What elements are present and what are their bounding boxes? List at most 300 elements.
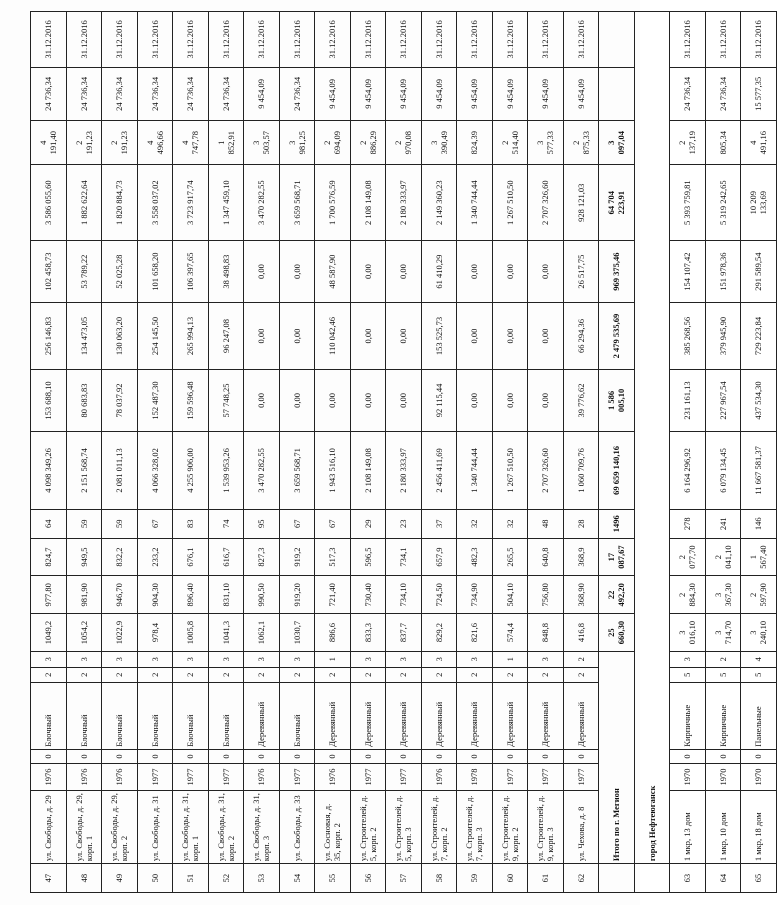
table-cell: 69 659 140,16: [599, 432, 635, 510]
table-cell: 61 410,29: [421, 240, 457, 302]
table-cell: 32: [457, 509, 493, 538]
table-cell: 2: [563, 651, 599, 667]
table-cell: 64 704 223,91: [599, 165, 635, 241]
table-cell: 231 161,13: [670, 369, 706, 431]
table-row: [279, 12, 315, 893]
table-cell: 31.12.2016: [741, 12, 777, 68]
table-cell: 24 736,34: [279, 67, 315, 120]
table-cell: 1970: [741, 764, 777, 791]
table-row: [705, 12, 741, 893]
table-cell: [634, 864, 670, 893]
table-cell: 2 041,10: [705, 538, 741, 576]
table-cell: 9 454,09: [528, 67, 564, 120]
table-cell: 152 487,30: [137, 369, 173, 431]
table-cell: 1977: [279, 764, 315, 791]
table-cell: 64: [705, 864, 741, 893]
table-cell: 265 994,13: [173, 303, 209, 370]
table-cell: Деревянный: [457, 683, 493, 750]
table-cell: 596,5: [350, 538, 386, 576]
table-cell: 24 736,34: [173, 67, 209, 120]
table-cell: 2 180 333,97: [386, 165, 422, 241]
table-cell: 0: [315, 749, 351, 763]
table-cell: 3: [102, 651, 138, 667]
table-cell: 49: [102, 864, 138, 893]
table-cell: 83: [173, 509, 209, 538]
table-cell: 1: [492, 651, 528, 667]
table-cell: 2: [563, 667, 599, 683]
table-cell: 51: [173, 864, 209, 893]
table-cell: 2: [173, 667, 209, 683]
table-cell: 3 558 037,02: [137, 165, 173, 241]
table-cell: 0: [563, 749, 599, 763]
table-cell: Блочный: [66, 683, 102, 750]
table-cell: 990,50: [244, 576, 280, 614]
table-cell: 1976: [315, 764, 351, 791]
table-cell: 106 397,65: [173, 240, 209, 302]
table-cell: 729 223,84: [741, 303, 777, 370]
table-cell: 1977: [208, 764, 244, 791]
table-cell: 256 146,83: [31, 303, 67, 370]
table-cell: 4 066 328,02: [137, 432, 173, 510]
table-cell: 57 748,25: [208, 369, 244, 431]
table-cell: 2: [705, 651, 741, 667]
table-cell: 3: [244, 651, 280, 667]
table-cell: 65: [741, 864, 777, 893]
table-cell: 31.12.2016: [528, 12, 564, 68]
table-cell: 1 340 744,44: [457, 165, 493, 241]
table-cell: 110 042,46: [315, 303, 351, 370]
table-cell: 3: [173, 651, 209, 667]
table-cell: 0,00: [492, 303, 528, 370]
table-row: [102, 12, 138, 893]
table-cell: 17 087,67: [599, 538, 635, 576]
table-cell: 1977: [173, 764, 209, 791]
table-cell: 4 191,40: [31, 121, 67, 165]
table-cell: 31.12.2016: [66, 12, 102, 68]
table-cell: 0,00: [457, 369, 493, 431]
table-cell: ул. Свободы, д. 29, корп. 2: [102, 790, 138, 863]
table-row: [386, 12, 422, 893]
table-cell: 482,3: [457, 538, 493, 576]
table-cell: 3: [350, 651, 386, 667]
table-cell: 2 970,08: [386, 121, 422, 165]
table-cell: 0: [208, 749, 244, 763]
table-cell: 2: [457, 667, 493, 683]
table-cell: 2 694,09: [315, 121, 351, 165]
table-cell: 31.12.2016: [31, 12, 67, 68]
table-cell: 57: [386, 864, 422, 893]
table-cell: ул. Строителей, д. 9, корп. 3: [528, 790, 564, 863]
table-cell: 2: [66, 667, 102, 683]
table-cell: 31.12.2016: [563, 12, 599, 68]
table-cell: 59: [102, 509, 138, 538]
table-cell: 730,40: [350, 576, 386, 614]
table-cell: 1 586 005,10: [599, 369, 635, 431]
table-cell: 9 454,09: [350, 67, 386, 120]
table-cell: 4 255 906,00: [173, 432, 209, 510]
table-cell: 26 517,75: [563, 240, 599, 302]
table-cell: ул. Свободы, д. 29: [31, 790, 67, 863]
table-cell: ул. Чехова, д. 8: [563, 790, 599, 863]
table-row: [457, 12, 493, 893]
table-cell: 928 121,03: [563, 165, 599, 241]
table-cell: 3: [279, 651, 315, 667]
table-cell: 1978: [457, 764, 493, 791]
table-cell: 80 683,83: [66, 369, 102, 431]
table-cell: 23: [386, 509, 422, 538]
table-row: [563, 12, 599, 893]
table-cell: Деревянный: [315, 683, 351, 750]
table-row: [492, 12, 528, 893]
table-cell: 4 098 349,26: [31, 432, 67, 510]
table-cell: 1 700 576,59: [315, 165, 351, 241]
table-cell: 574,4: [492, 614, 528, 652]
table-cell: ул. Строителей, д. 5, корп. 3: [386, 790, 422, 863]
table-cell: 734,90: [457, 576, 493, 614]
table-cell: 0,00: [350, 303, 386, 370]
table-cell: 0,00: [528, 303, 564, 370]
table-cell: 130 063,20: [102, 303, 138, 370]
table-cell: 1 340 744,44: [457, 432, 493, 510]
table-cell: 153 525,73: [421, 303, 457, 370]
table-cell: 0,00: [492, 240, 528, 302]
table-cell: 1976: [66, 764, 102, 791]
table-cell: 827,3: [244, 538, 280, 576]
table-cell: 2 191,23: [102, 121, 138, 165]
table-cell: 2 479 535,69: [599, 303, 635, 370]
table-cell: 969 375,46: [599, 240, 635, 302]
table-cell: 92 115,44: [421, 369, 457, 431]
table-cell: 3: [31, 651, 67, 667]
table-cell: 1977: [137, 764, 173, 791]
table-cell: 3: [137, 651, 173, 667]
table-cell: 29: [350, 509, 386, 538]
table-cell: 824,7: [31, 538, 67, 576]
table-cell: ул. Строителей, д. 5, корп. 2: [350, 790, 386, 863]
table-cell: 2 180 333,97: [386, 432, 422, 510]
table-cell: 4 747,78: [173, 121, 209, 165]
table-cell: 3: [670, 651, 706, 667]
table-cell: 53: [244, 864, 280, 893]
table-cell: 2 137,19: [670, 121, 706, 165]
table-cell: ул. Свободы, д. 31: [137, 790, 173, 863]
table-cell: 37: [421, 509, 457, 538]
table-cell: 24 736,34: [208, 67, 244, 120]
table-cell: 616,7: [208, 538, 244, 576]
table-cell: 2 108 149,08: [350, 432, 386, 510]
table-cell: 978,4: [137, 614, 173, 652]
table-cell: 2 149 360,23: [421, 165, 457, 241]
table-cell: 2 108 149,08: [350, 165, 386, 241]
table-cell: 734,10: [386, 576, 422, 614]
table-cell: 0,00: [386, 303, 422, 370]
table-cell: 2 151 568,74: [66, 432, 102, 510]
table-cell: 2 875,33: [563, 121, 599, 165]
table-cell: 39 776,62: [563, 369, 599, 431]
table-cell: Панельные: [741, 683, 777, 750]
table-cell: 949,5: [66, 538, 102, 576]
table-cell: Кирпичные: [670, 683, 706, 750]
table-cell: 3 390,49: [421, 121, 457, 165]
table-row: [670, 12, 706, 893]
table-cell: 24 736,34: [66, 67, 102, 120]
table-cell: 11 667 581,37: [741, 432, 777, 510]
table-cell: 1977: [350, 764, 386, 791]
table-cell: 368,90: [563, 576, 599, 614]
table-cell: 254 145,50: [137, 303, 173, 370]
table-cell: 3: [457, 651, 493, 667]
table-row: [244, 12, 280, 893]
table-cell: 0,00: [457, 240, 493, 302]
table-cell: 886,6: [315, 614, 351, 652]
table-cell: 2: [421, 667, 457, 683]
table-cell: 6 079 134,45: [705, 432, 741, 510]
table-cell: 24 736,34: [31, 67, 67, 120]
table-cell: ул. Строителей, д. 7, корп. 3: [457, 790, 493, 863]
table-cell: 31.12.2016: [279, 12, 315, 68]
table-cell: 233,2: [137, 538, 173, 576]
table-row: [315, 12, 351, 893]
table-cell: 1976: [421, 764, 457, 791]
table-cell: 56: [350, 864, 386, 893]
table-cell: 5: [741, 667, 777, 683]
table-cell: 58: [421, 864, 457, 893]
table-cell: Кирпичные: [705, 683, 741, 750]
table-cell: Итого по г. Мегион: [599, 651, 635, 863]
table-cell: 379 945,90: [705, 303, 741, 370]
table-cell: 896,40: [173, 576, 209, 614]
table-cell: 831,10: [208, 576, 244, 614]
table-cell: 5: [705, 667, 741, 683]
table-cell: 1054,2: [66, 614, 102, 652]
table-cell: 0,00: [528, 369, 564, 431]
table-cell: 0: [66, 749, 102, 763]
table-cell: Деревянный: [563, 683, 599, 750]
table-cell: 24 736,34: [705, 67, 741, 120]
table-cell: 1 567,40: [741, 538, 777, 576]
table-cell: 74: [208, 509, 244, 538]
table-cell: 833,3: [350, 614, 386, 652]
table-cell: 31.12.2016: [670, 12, 706, 68]
table-cell: 805,34: [705, 121, 741, 165]
table-cell: 3: [66, 651, 102, 667]
table-cell: 848,8: [528, 614, 564, 652]
table-cell: 2 707 326,60: [528, 432, 564, 510]
table-cell: ул. Свободы, д. 31, корп. 2: [208, 790, 244, 863]
table-cell: 1977: [386, 764, 422, 791]
table-cell: 0,00: [279, 240, 315, 302]
table-cell: 1977: [563, 764, 599, 791]
table-cell: 919,2: [279, 538, 315, 576]
table-row: [350, 12, 386, 893]
table-cell: Блочный: [173, 683, 209, 750]
table-cell: 9 454,09: [457, 67, 493, 120]
section-row: [634, 12, 670, 893]
table-cell: 2: [315, 667, 351, 683]
table-cell: 0,00: [492, 369, 528, 431]
table-cell: 0,00: [350, 240, 386, 302]
table-cell: 0: [31, 749, 67, 763]
table-cell: 1976: [102, 764, 138, 791]
table-cell: 3 240,10: [741, 614, 777, 652]
table-cell: 31.12.2016: [492, 12, 528, 68]
table-row: [208, 12, 244, 893]
table-cell: 67: [315, 509, 351, 538]
table-cell: 981,90: [66, 576, 102, 614]
table-cell: 904,30: [137, 576, 173, 614]
table-cell: 3 714,70: [705, 614, 741, 652]
table-cell: 946,70: [102, 576, 138, 614]
table-cell: 3 659 568,71: [279, 165, 315, 241]
table-cell: 1 882 622,64: [66, 165, 102, 241]
table-cell: 24 736,34: [670, 67, 706, 120]
table-cell: 0: [705, 749, 741, 763]
table-cell: 1496: [599, 509, 635, 538]
table-cell: 640,8: [528, 538, 564, 576]
table-cell: 146: [741, 509, 777, 538]
table-cell: 67: [279, 509, 315, 538]
table-cell: 0: [492, 749, 528, 763]
table-cell: [599, 12, 635, 68]
table-cell: 3 659 568,71: [279, 432, 315, 510]
table-cell: 62: [563, 864, 599, 893]
table-cell: 0: [386, 749, 422, 763]
table-cell: 0,00: [315, 369, 351, 431]
table-cell: [599, 67, 635, 120]
table-cell: 0,00: [386, 240, 422, 302]
table-cell: 1 267 510,50: [492, 432, 528, 510]
table-cell: 1 мкр, 18 дом: [741, 790, 777, 863]
table-cell: 1970: [670, 764, 706, 791]
table-cell: ул. Свободы, д. 33: [279, 790, 315, 863]
table-cell: Блочный: [137, 683, 173, 750]
table-cell: 9 454,09: [421, 67, 457, 120]
table-cell: 2: [137, 667, 173, 683]
table-cell: 28: [563, 509, 599, 538]
table-cell: 3 577,33: [528, 121, 564, 165]
table-cell: 0: [350, 749, 386, 763]
table-cell: 95: [244, 509, 280, 538]
table-cell: 2: [279, 667, 315, 683]
table-cell: 1970: [705, 764, 741, 791]
table-cell: Блочный: [102, 683, 138, 750]
table-cell: 31.12.2016: [208, 12, 244, 68]
table-cell: 31.12.2016: [102, 12, 138, 68]
table-cell: 1977: [492, 764, 528, 791]
table-cell: 0: [421, 749, 457, 763]
table-cell: 1 852,91: [208, 121, 244, 165]
table-cell: 824,39: [457, 121, 493, 165]
table-cell: 977,80: [31, 576, 67, 614]
table-cell: 9 454,09: [315, 67, 351, 120]
table-cell: 2: [528, 667, 564, 683]
table-cell: 1 267 510,50: [492, 165, 528, 241]
table-cell: 3 503,57: [244, 121, 280, 165]
table-cell: 2 707 326,60: [528, 165, 564, 241]
table-cell: 2 514,40: [492, 121, 528, 165]
table-cell: 154 107,42: [670, 240, 706, 302]
table-cell: 52: [208, 864, 244, 893]
table-cell: 3 723 917,74: [173, 165, 209, 241]
table-cell: 3: [386, 651, 422, 667]
table-cell: Деревянный: [386, 683, 422, 750]
table-cell: 64: [31, 509, 67, 538]
table-cell: 1 060 709,76: [563, 432, 599, 510]
table-cell: 9 454,09: [492, 67, 528, 120]
table-cell: 2: [208, 667, 244, 683]
table-row: [173, 12, 209, 893]
table-cell: ул. Свободы, д. 29, корп. 1: [66, 790, 102, 863]
table-cell: 4 491,16: [741, 121, 777, 165]
table-cell: 10 209 133,69: [741, 165, 777, 241]
table-cell: 3 981,25: [279, 121, 315, 165]
table-cell: 66 294,36: [563, 303, 599, 370]
table-cell: 2: [102, 667, 138, 683]
table-cell: 2 191,23: [66, 121, 102, 165]
table-cell: 1: [315, 651, 351, 667]
table-cell: 919,20: [279, 576, 315, 614]
table-cell: 101 658,20: [137, 240, 173, 302]
table-cell: 67: [137, 509, 173, 538]
table-row: [66, 12, 102, 893]
table-cell: 2: [31, 667, 67, 683]
table-cell: 31.12.2016: [457, 12, 493, 68]
table-cell: 48 587,90: [315, 240, 351, 302]
table-cell: 278: [670, 509, 706, 538]
table-cell: 5 319 242,65: [705, 165, 741, 241]
table-cell: 60: [492, 864, 528, 893]
table-cell: 1005,8: [173, 614, 209, 652]
table-cell: 32: [492, 509, 528, 538]
table-cell: 31.12.2016: [315, 12, 351, 68]
table-cell: 24 736,34: [137, 67, 173, 120]
table-cell: 24 736,34: [102, 67, 138, 120]
table-row: [741, 12, 777, 893]
table-cell: 734,1: [386, 538, 422, 576]
table-cell: Блочный: [279, 683, 315, 750]
table-cell: Деревянный: [244, 683, 280, 750]
table-cell: 9 454,09: [386, 67, 422, 120]
table-cell: 3: [208, 651, 244, 667]
table-cell: 1 мкр, 13 дом: [670, 790, 706, 863]
table-cell: 504,10: [492, 576, 528, 614]
table-cell: 2 597,90: [741, 576, 777, 614]
table-cell: 3: [528, 651, 564, 667]
table-cell: 2 884,30: [670, 576, 706, 614]
table-cell: 5: [670, 667, 706, 683]
table-cell: 15 577,35: [741, 67, 777, 120]
table-cell: 0,00: [350, 369, 386, 431]
table-cell: 22 492,20: [599, 576, 635, 614]
table-cell: 63: [670, 864, 706, 893]
table-cell: 59: [457, 864, 493, 893]
table-cell: 159 596,48: [173, 369, 209, 431]
table-cell: 2 886,29: [350, 121, 386, 165]
table-cell: 38 498,83: [208, 240, 244, 302]
table-cell: 31.12.2016: [705, 12, 741, 68]
table-row: [137, 12, 173, 893]
table-cell: 0: [670, 749, 706, 763]
table-cell: 241: [705, 509, 741, 538]
table-cell: 9 454,09: [563, 67, 599, 120]
table-cell: 0: [528, 749, 564, 763]
table-cell: 0: [741, 749, 777, 763]
table-cell: 31.12.2016: [421, 12, 457, 68]
table-cell: 96 247,08: [208, 303, 244, 370]
table-cell: Блочный: [208, 683, 244, 750]
table-cell: 0: [102, 749, 138, 763]
table-cell: 0,00: [457, 303, 493, 370]
